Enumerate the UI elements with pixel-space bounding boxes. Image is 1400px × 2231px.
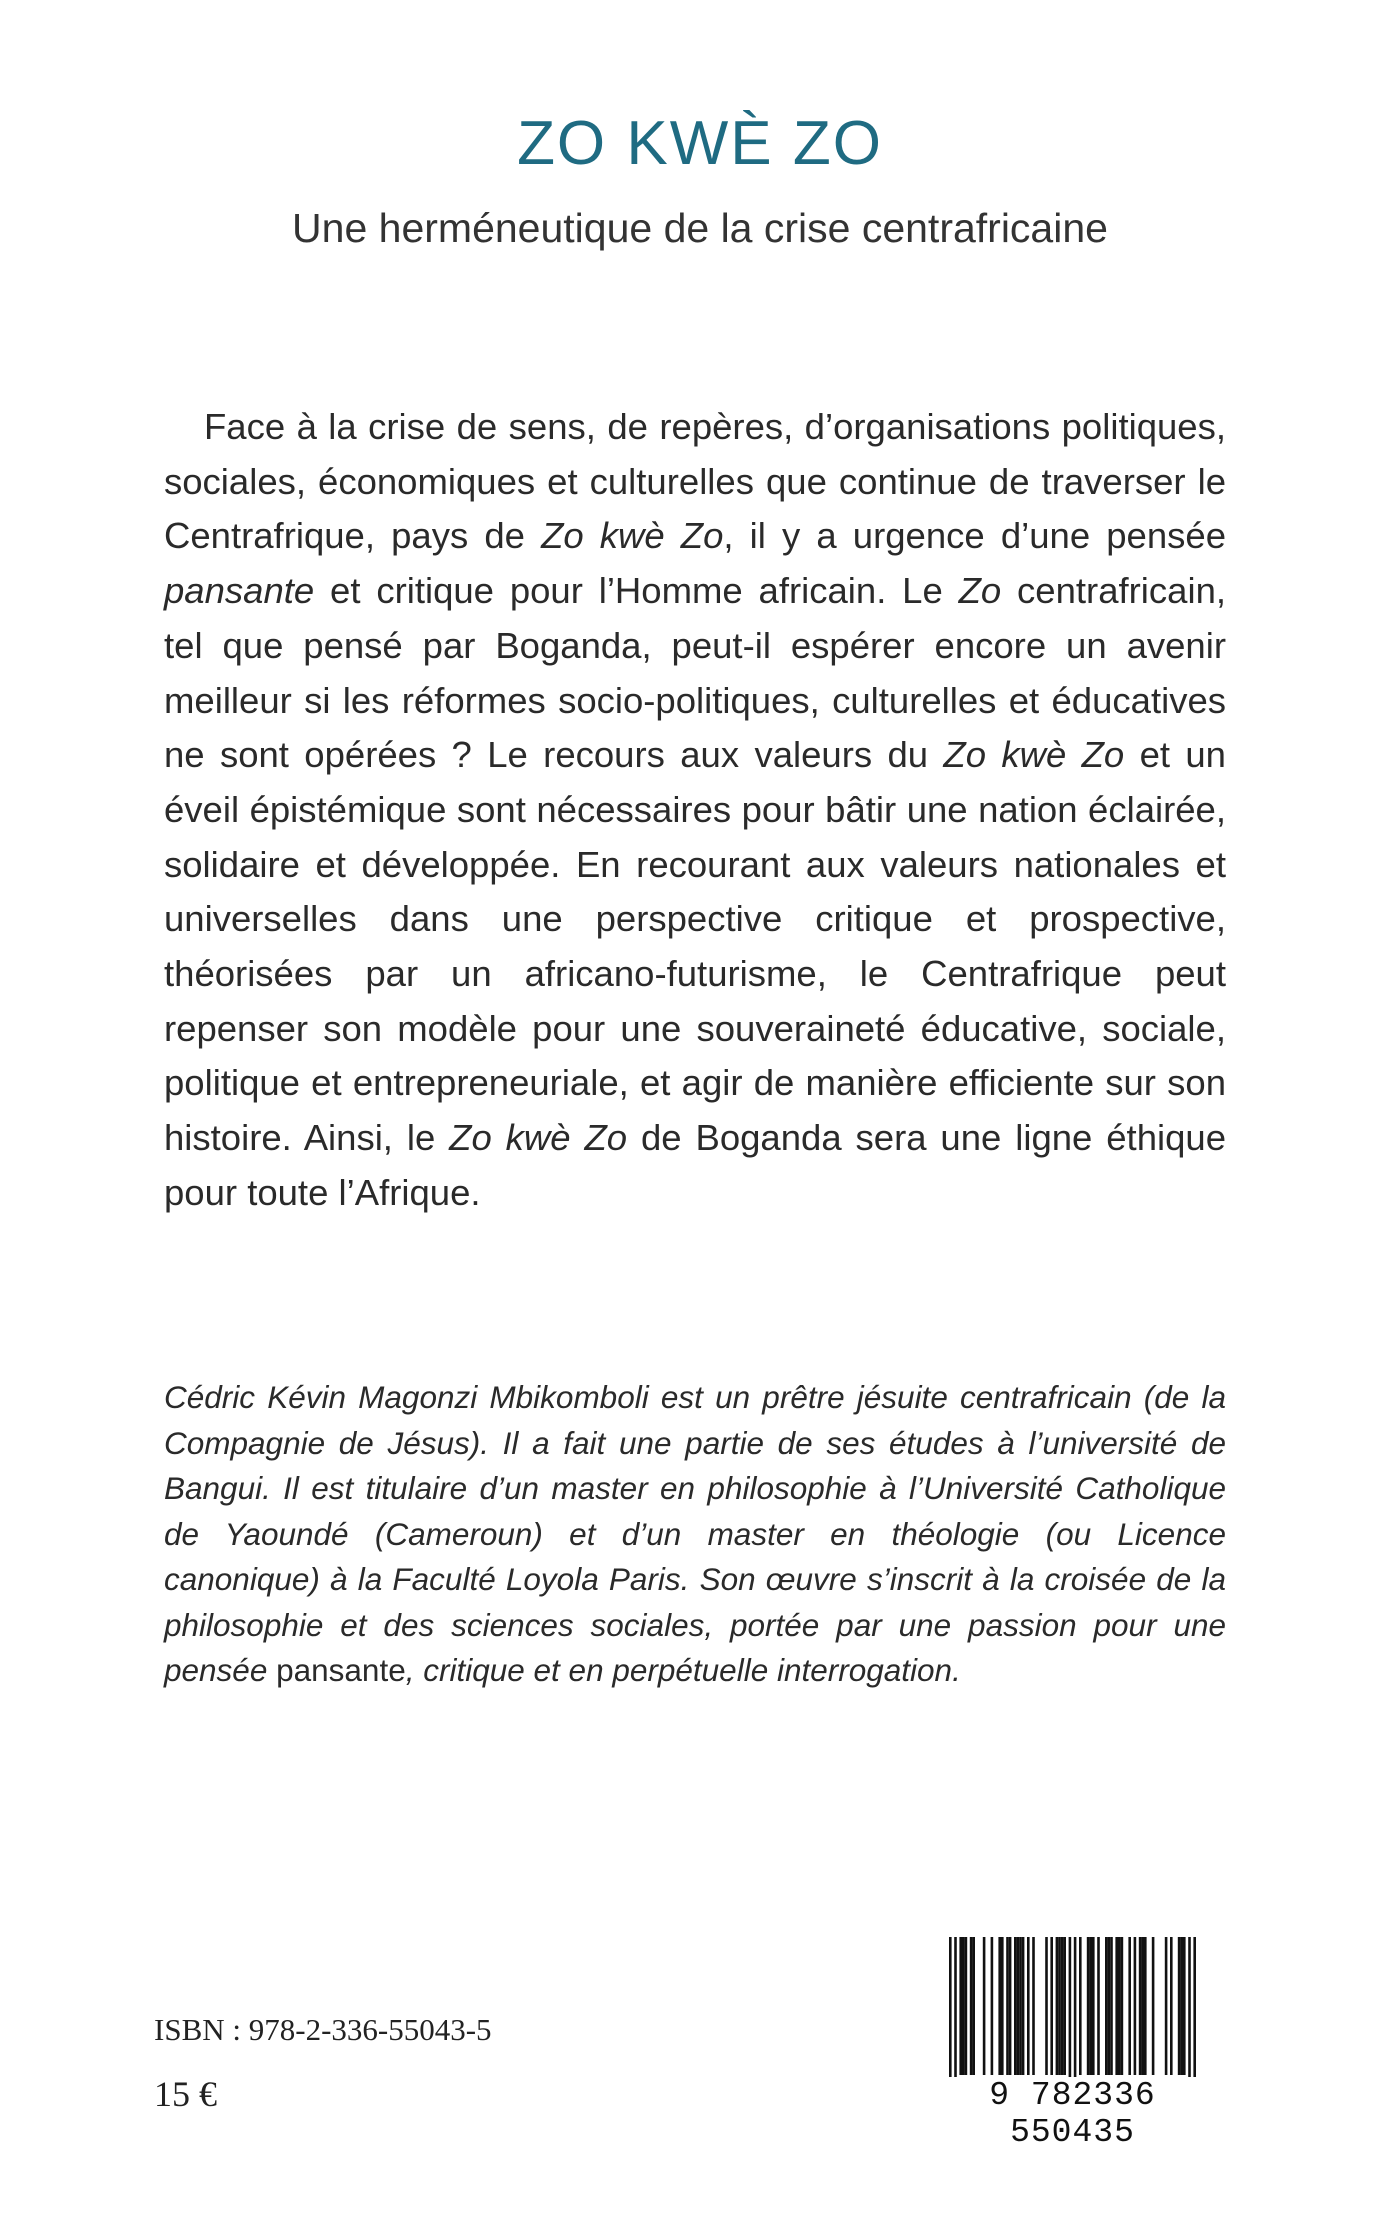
blurb-text: , il y a urgence d’une pensée bbox=[723, 515, 1226, 557]
blurb-italic-term: Zo kwè Zo bbox=[449, 1117, 628, 1159]
barcode-bar bbox=[1001, 1937, 1004, 2075]
barcode-bar bbox=[949, 1937, 952, 2083]
barcode-bar bbox=[1092, 1937, 1095, 2075]
barcode bbox=[930, 1935, 1215, 2151]
barcode-bar bbox=[1110, 1937, 1113, 2075]
blurb-italic-term: pansante bbox=[164, 570, 315, 612]
blurb-text: et un éveil épistémique sont nécessaires pour bâtir une nation éclairée, solidaire et développée. En recourant aux valeurs nationales et universelles dans une perspective critique et prospective, théorisées par un africano-futurisme, le Centrafrique peut repenser son modèle pour une souveraineté éducative, sociale, politique et entrepreneuriale, et agir de manière efficiente sur son histoire. Ainsi, le bbox=[164, 734, 1226, 1159]
barcode-bars bbox=[930, 1935, 1215, 2085]
barcode-bar bbox=[1178, 1937, 1181, 2075]
barcode-bar bbox=[1056, 1937, 1059, 2075]
barcode-bar bbox=[1188, 1937, 1191, 2083]
barcode-bar bbox=[1180, 1937, 1183, 2075]
barcode-bar bbox=[959, 1937, 962, 2075]
barcode-bar bbox=[1089, 1937, 1092, 2075]
barcode-bar bbox=[1079, 1937, 1082, 2075]
barcode-bar bbox=[1144, 1937, 1147, 2075]
barcode-bar bbox=[1121, 1937, 1124, 2075]
barcode-bar bbox=[1063, 1937, 1066, 2075]
barcode-bar bbox=[1152, 1937, 1155, 2075]
barcode-bar bbox=[1017, 1937, 1020, 2075]
blurb-text: Face à la crise de sens, de repères, d’organisations politiques, sociales, économiques et culturelles que continue de traverser le Centrafrique, pays de bbox=[164, 406, 1226, 557]
blurb-text: centrafricain, tel que pensé par Boganda, peut-il espérer encore un avenir meilleur si les réformes socio-politiques, culturelles et éducatives ne sont opérées ? Le recours aux valeurs du bbox=[164, 570, 1227, 776]
barcode-bar bbox=[1193, 1937, 1196, 2083]
blurb-italic-term: Zo bbox=[958, 570, 1002, 612]
barcode-bar bbox=[1141, 1937, 1144, 2075]
back-cover-blurb bbox=[164, 400, 1226, 1221]
barcode-bar bbox=[1118, 1937, 1121, 2075]
barcode-bar bbox=[1074, 1937, 1077, 2083]
book-subtitle: Une herméneutique de la crise centrafricaine bbox=[292, 205, 1108, 251]
barcode-bar bbox=[954, 1937, 957, 2083]
barcode-bar bbox=[1183, 1937, 1186, 2075]
barcode-bar bbox=[1019, 1937, 1022, 2075]
bio-text: est un prêtre jésuite centrafricain (de la Compagnie de Jésus). Il a fait une partie de ses études à l’université de Bangui. Il est titulaire d’un master en philosophie à l’Université Catholique de Yaoundé (Cameroun) et d’un master en théologie (ou Licence canonique) à la Faculté Loyola Paris. Son œuvre s’inscrit à la croisée de la philosophie et des sciences sociales, portée par une passion pour une pensée bbox=[164, 1379, 1226, 1688]
barcode-bar bbox=[1165, 1937, 1168, 2075]
barcode-bar bbox=[1014, 1937, 1017, 2075]
barcode-digits: 9 782336 550435 bbox=[930, 2077, 1215, 2151]
barcode-bar bbox=[1045, 1937, 1048, 2075]
blurb-text: de Boganda sera une ligne éthique pour toute l’Afrique. bbox=[164, 1117, 1227, 1213]
barcode-bar bbox=[1027, 1937, 1030, 2075]
barcode-bar bbox=[1006, 1937, 1009, 2075]
bio-upright-term: pansante bbox=[276, 1652, 406, 1688]
barcode-bar bbox=[1134, 1937, 1137, 2075]
barcode-bar bbox=[1097, 1937, 1100, 2075]
barcode-bar bbox=[1128, 1937, 1131, 2075]
barcode-bar bbox=[1058, 1937, 1061, 2075]
barcode-bar bbox=[983, 1937, 986, 2075]
barcode-bar bbox=[1032, 1937, 1035, 2075]
blurb-italic-term: Zo kwè Zo bbox=[943, 734, 1125, 776]
barcode-bar bbox=[1108, 1937, 1111, 2075]
barcode-bar bbox=[1061, 1937, 1064, 2075]
barcode-bar bbox=[1087, 1937, 1090, 2075]
barcode-bar bbox=[998, 1937, 1001, 2075]
author-bio bbox=[164, 1375, 1226, 1694]
bio-text: , critique et en perpétuelle interrogation. bbox=[405, 1652, 961, 1688]
barcode-bar bbox=[962, 1937, 965, 2075]
price: 15 € bbox=[154, 2074, 217, 2114]
blurb-text: et critique pour l’Homme africain. Le bbox=[314, 570, 959, 612]
barcode-bar bbox=[1050, 1937, 1053, 2075]
blurb-italic-term: Zo kwè Zo bbox=[541, 515, 724, 557]
barcode-bar bbox=[1009, 1937, 1012, 2075]
author-name: Cédric Kévin Magonzi Mbikomboli bbox=[164, 1379, 649, 1415]
barcode-bar bbox=[1115, 1937, 1118, 2075]
barcode-bar bbox=[1170, 1937, 1173, 2075]
barcode-bar bbox=[970, 1937, 973, 2075]
barcode-bar bbox=[1105, 1937, 1108, 2075]
barcode-bar bbox=[1069, 1937, 1072, 2083]
barcode-bar bbox=[1139, 1937, 1142, 2075]
barcode-bar bbox=[972, 1937, 975, 2075]
barcode-bar bbox=[1022, 1937, 1025, 2075]
book-title: ZO KWÈ ZO bbox=[517, 109, 883, 178]
barcode-bar bbox=[965, 1937, 968, 2075]
isbn: ISBN : 978-2-336-55043-5 bbox=[154, 2012, 492, 2047]
barcode-bar bbox=[991, 1937, 994, 2075]
